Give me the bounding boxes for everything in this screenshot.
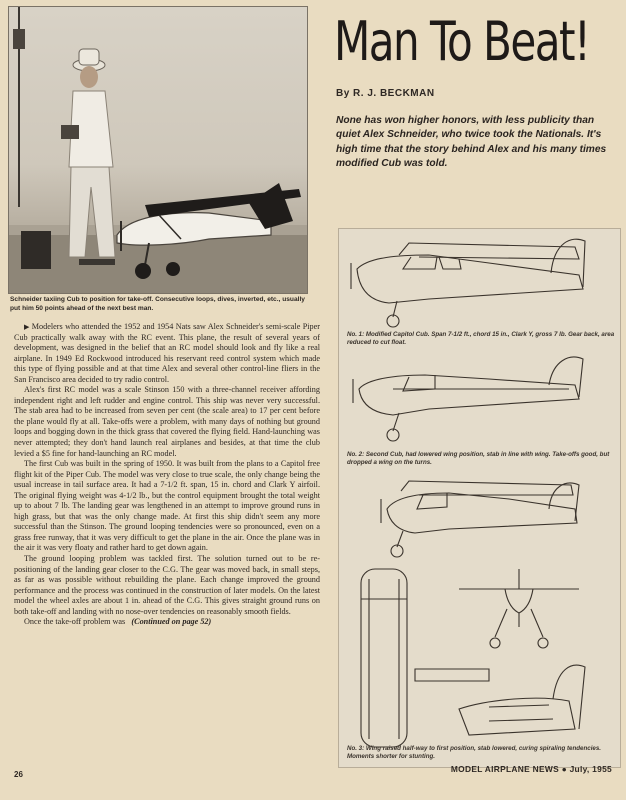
photo-transmitter-case: [21, 231, 51, 269]
deck-intro: None has won higher honors, with less publicity than quiet Alex Schneider, who twice took the Nationals. It's high time that the story behind Alex and his many times modified Cub was told.: [336, 115, 607, 170]
drawing-3-caption: No. 3: Wing raised half-way to first position, stab lowered, curing spiraling tendencies. Moments shorter for stunting.: [347, 745, 602, 760]
photo-wheel-front: [135, 263, 151, 279]
drawing-1-capitol-cub: [351, 239, 585, 327]
byline: By R. J. BECKMAN: [336, 88, 435, 99]
drawing-3-side-view: [381, 481, 579, 557]
body-paragraph: Once the take-off problem was (Continued on page 52): [24, 617, 212, 627]
photo-schneider-taxiing-cub: [8, 6, 308, 294]
photo-hat: [79, 49, 99, 65]
photo-shoes: [79, 259, 115, 265]
drawing-3-front-view: [459, 569, 579, 648]
drawing-2-second-cub: [353, 357, 583, 441]
paragraph-marker-icon: ▶: [24, 323, 32, 331]
photo-transmitter: [61, 125, 79, 139]
cub-drawings: [339, 229, 620, 767]
drawing-3-rear-fuselage: [459, 665, 585, 735]
drawing-2-caption: No. 2: Second Cub, had lowered wing position, stab in line with wing. Take-offs good, but dropped a wing on the turns.: [347, 451, 610, 466]
photo-illustration: [9, 7, 307, 293]
photo-caption: Schneider taxiing Cub to position for take-off. Consecutive loops, dives, inverted, etc., usually put him 50 points ahead of the next best man.: [10, 296, 305, 312]
magazine-footer: MODEL AIRPLANE NEWS ● July, 1955: [450, 764, 612, 774]
page-number: 26: [14, 770, 23, 779]
drawing-1-caption: No. 1: Modified Capitol Cub. Span 7-1/2 ft., chord 15 in., Clark Y, gross 7 lb. Gear back, area reduced to cut float.: [347, 331, 615, 346]
photo-antenna-box: [13, 29, 25, 49]
photo-wheel-rear: [166, 262, 180, 276]
drawings-panel: [338, 228, 621, 768]
body-paragraph: ▶ Modelers who attended the 1952 and 1954 Nats saw Alex Schneider's semi-scale Piper Cub practically walk away with the RC event. This plane, the result of several years of development, was designed in the belief that an RC model should look and fly like a real airplane. In 1949 Ed Rockwood introduced his reservant reed control system which made this type of flying possible and at that time Alex and several other control-line fliers in the San Francisco area decided to try radio control.: [14, 322, 320, 384]
drawing-3-plan-view: [361, 569, 489, 747]
continued-note: (Continued on page 52): [131, 617, 212, 627]
body-paragraph: The first Cub was built in the spring of 1950. It was built from the plans to a Capitol free flight kit of the Piper Cub. The model was very close to true scale, the only change being the usual increase in tail surface area. It had a 7-1/2 ft. span, 15 in. chord and Clark Y airfoil. The original flying weight was 4-1/2 lb., but the control equipment brought the total weight up to about 7 lb. The landing gear was lengthened in an attempt to improve ground runs in high grass, but that was the only change made. At first this ship didn't seem any more successful than the Stinson. The ground looping tendencies were so pronounced, even on a grass free runway, that it was very difficult to get the plane in the air. Once the plane was in the air it was very floaty and rather hard to get down again.: [14, 459, 320, 553]
body-paragraph: The ground looping problem was tackled first. The solution turned out to be re-positioning of the landing gear closer to the C.G. The gear was moved back, in small steps, as far as was possible without rebuilding the plane. Each change improved the ground performance and the process was continued in the construction of later models. On the latest model the wheel axles are about 1 in. ahead of the C.G. This gives straight ground runs on both take-off and landing with no nose-over tendencies on reasonably smooth fields.: [14, 554, 320, 616]
article-body: [14, 322, 320, 772]
headline: Man To Beat!: [334, 10, 590, 73]
photo-face: [80, 66, 98, 88]
body-paragraph: Alex's first RC model was a scale Stinson 150 with a three-channel receiver affording independent right and left rudder and engine control. This ship was never very successful. The stab area had to be increased from seven per cent (the scale area) to 17 per cent before the plane would fly at all. Take-offs were a problem, with many days of nothing but ground loops and bogging down in the thick grass that covered the flying field. Hand-launching was never attempted; they don't hand launch real airplanes and besides, at that time the club levied a $5 fine for hand-launching an RC model.: [14, 385, 320, 458]
